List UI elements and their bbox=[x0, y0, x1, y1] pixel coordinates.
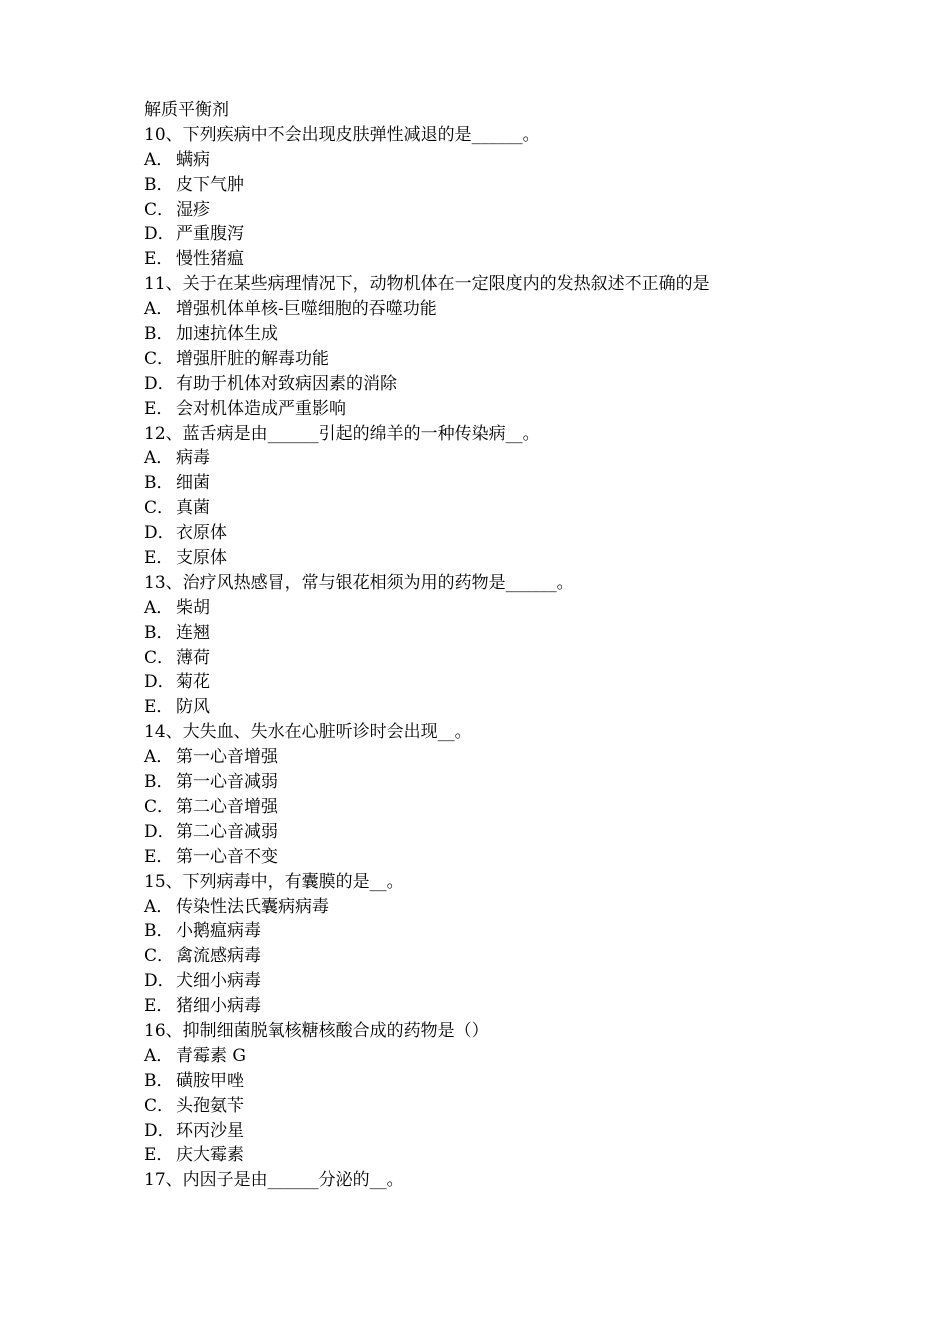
option-text: 猪细小病毒 bbox=[176, 996, 261, 1017]
option-letter: D． bbox=[144, 672, 175, 693]
option-letter: C． bbox=[144, 498, 175, 519]
option-line bbox=[144, 1044, 864, 1069]
question-stem: 15、下列病毒中，有囊膜的是__。 bbox=[144, 871, 404, 892]
question-stem: 13、治疗风热感冒，常与银花相须为用的药物是______。 bbox=[144, 572, 574, 593]
option-letter: B． bbox=[144, 1070, 174, 1091]
option-text: 衣原体 bbox=[176, 523, 227, 544]
option-letter: D． bbox=[144, 373, 175, 394]
option-text: 禽流感病毒 bbox=[176, 946, 261, 967]
option-text: 严重腹泻 bbox=[176, 224, 244, 245]
option-letter: A． bbox=[144, 1045, 174, 1066]
option-line bbox=[144, 969, 864, 994]
option-text: 第一心音减弱 bbox=[176, 772, 278, 793]
option-letter: B． bbox=[144, 324, 174, 345]
option-text: 青霉素 G bbox=[176, 1045, 246, 1066]
option-line bbox=[144, 546, 864, 571]
option-text: 柴胡 bbox=[176, 597, 210, 618]
option-line bbox=[144, 820, 864, 845]
option-letter: E． bbox=[144, 548, 174, 569]
option-text: 小鹅瘟病毒 bbox=[176, 921, 261, 942]
option-line bbox=[144, 895, 864, 920]
option-text: 慢性猪瘟 bbox=[176, 249, 244, 270]
option-text: 第二心音增强 bbox=[176, 796, 278, 817]
option-letter: D． bbox=[144, 523, 175, 544]
option-line bbox=[144, 695, 864, 720]
option-line bbox=[144, 322, 864, 347]
option-text: 菊花 bbox=[176, 672, 210, 693]
option-text: 薄荷 bbox=[176, 647, 210, 668]
option-line bbox=[144, 471, 864, 496]
option-text: 第一心音不变 bbox=[176, 846, 278, 867]
option-letter: B． bbox=[144, 473, 174, 494]
option-letter: C． bbox=[144, 348, 175, 369]
option-line bbox=[144, 621, 864, 646]
option-line bbox=[144, 397, 864, 422]
option-line bbox=[144, 845, 864, 870]
option-line bbox=[144, 198, 864, 223]
option-text: 有助于机体对致病因素的消除 bbox=[176, 373, 397, 394]
option-letter: A． bbox=[144, 747, 174, 768]
option-letter: B． bbox=[144, 622, 174, 643]
option-text: 第二心音减弱 bbox=[176, 821, 278, 842]
option-line bbox=[144, 1119, 864, 1144]
option-letter: C． bbox=[144, 796, 175, 817]
question-stem: 11、关于在某些病理情况下，动物机体在一定限度内的发热叙述不正确的是 bbox=[144, 274, 710, 295]
option-line bbox=[144, 770, 864, 795]
option-letter: D． bbox=[144, 1120, 175, 1141]
option-line bbox=[144, 919, 864, 944]
option-letter: B． bbox=[144, 772, 174, 793]
option-line bbox=[144, 297, 864, 322]
option-line bbox=[144, 795, 864, 820]
option-line bbox=[144, 745, 864, 770]
option-letter: B． bbox=[144, 174, 174, 195]
option-line bbox=[144, 670, 864, 695]
option-line bbox=[144, 521, 864, 546]
option-letter: E． bbox=[144, 697, 174, 718]
option-line bbox=[144, 372, 864, 397]
option-line bbox=[144, 496, 864, 521]
option-line bbox=[144, 944, 864, 969]
option-letter: A． bbox=[144, 896, 174, 917]
option-line bbox=[144, 596, 864, 621]
question-stem: 16、抑制细菌脱氧核糖核酸合成的药物是（） bbox=[144, 1020, 489, 1041]
option-line bbox=[144, 347, 864, 372]
question-stem: 10、下列疾病中不会出现皮肤弹性减退的是______。 bbox=[144, 124, 540, 145]
option-letter: A． bbox=[144, 448, 174, 469]
intro-line: 解质平衡剂 bbox=[144, 100, 229, 120]
option-text: 细菌 bbox=[176, 473, 210, 494]
option-letter: E． bbox=[144, 846, 174, 867]
option-line bbox=[144, 222, 864, 247]
option-letter: B． bbox=[144, 921, 174, 942]
option-letter: C． bbox=[144, 199, 175, 220]
option-line bbox=[144, 1069, 864, 1094]
option-line bbox=[144, 1094, 864, 1119]
option-line bbox=[144, 446, 864, 471]
option-text: 传染性法氏囊病病毒 bbox=[176, 896, 329, 917]
option-text: 防风 bbox=[176, 697, 210, 718]
option-text: 螨病 bbox=[176, 149, 210, 170]
question-stem: 14、大失血、失水在心脏听诊时会出现__。 bbox=[144, 722, 472, 743]
option-text: 连翘 bbox=[176, 622, 210, 643]
option-text: 会对机体造成严重影响 bbox=[176, 398, 346, 419]
option-line bbox=[144, 173, 864, 198]
option-letter: A． bbox=[144, 149, 174, 170]
option-text: 第一心音增强 bbox=[176, 747, 278, 768]
option-text: 犬细小病毒 bbox=[176, 971, 261, 992]
option-text: 皮下气肿 bbox=[176, 174, 244, 195]
option-letter: E． bbox=[144, 996, 174, 1017]
option-text: 湿疹 bbox=[176, 199, 210, 220]
option-line bbox=[144, 1143, 864, 1168]
option-letter: E． bbox=[144, 1145, 174, 1166]
option-letter: A． bbox=[144, 597, 174, 618]
option-line bbox=[144, 247, 864, 272]
option-letter: E． bbox=[144, 398, 174, 419]
option-letter: C． bbox=[144, 647, 175, 668]
question-stem: 12、蓝舌病是由______引起的绵羊的一种传染病__。 bbox=[144, 423, 540, 444]
option-text: 庆大霉素 bbox=[176, 1145, 244, 1166]
option-letter: A． bbox=[144, 299, 174, 320]
option-letter: E． bbox=[144, 249, 174, 270]
question-stem: 17、内因子是由______分泌的__。 bbox=[144, 1170, 404, 1191]
option-text: 加速抗体生成 bbox=[176, 324, 278, 345]
option-text: 真菌 bbox=[176, 498, 210, 519]
option-line bbox=[144, 994, 864, 1019]
option-text: 增强机体单核-巨噬细胞的吞噬功能 bbox=[176, 299, 437, 320]
option-text: 磺胺甲唑 bbox=[176, 1070, 244, 1091]
option-text: 支原体 bbox=[176, 548, 227, 569]
option-letter: D． bbox=[144, 224, 175, 245]
document-body bbox=[144, 98, 864, 1193]
option-letter: C． bbox=[144, 946, 175, 967]
option-letter: C． bbox=[144, 1095, 175, 1116]
option-text: 病毒 bbox=[176, 448, 210, 469]
option-letter: D． bbox=[144, 821, 175, 842]
option-text: 环丙沙星 bbox=[176, 1120, 244, 1141]
option-letter: D． bbox=[144, 971, 175, 992]
option-text: 头孢氨苄 bbox=[176, 1095, 244, 1116]
option-line bbox=[144, 646, 864, 671]
option-line bbox=[144, 148, 864, 173]
option-text: 增强肝脏的解毒功能 bbox=[176, 348, 329, 369]
